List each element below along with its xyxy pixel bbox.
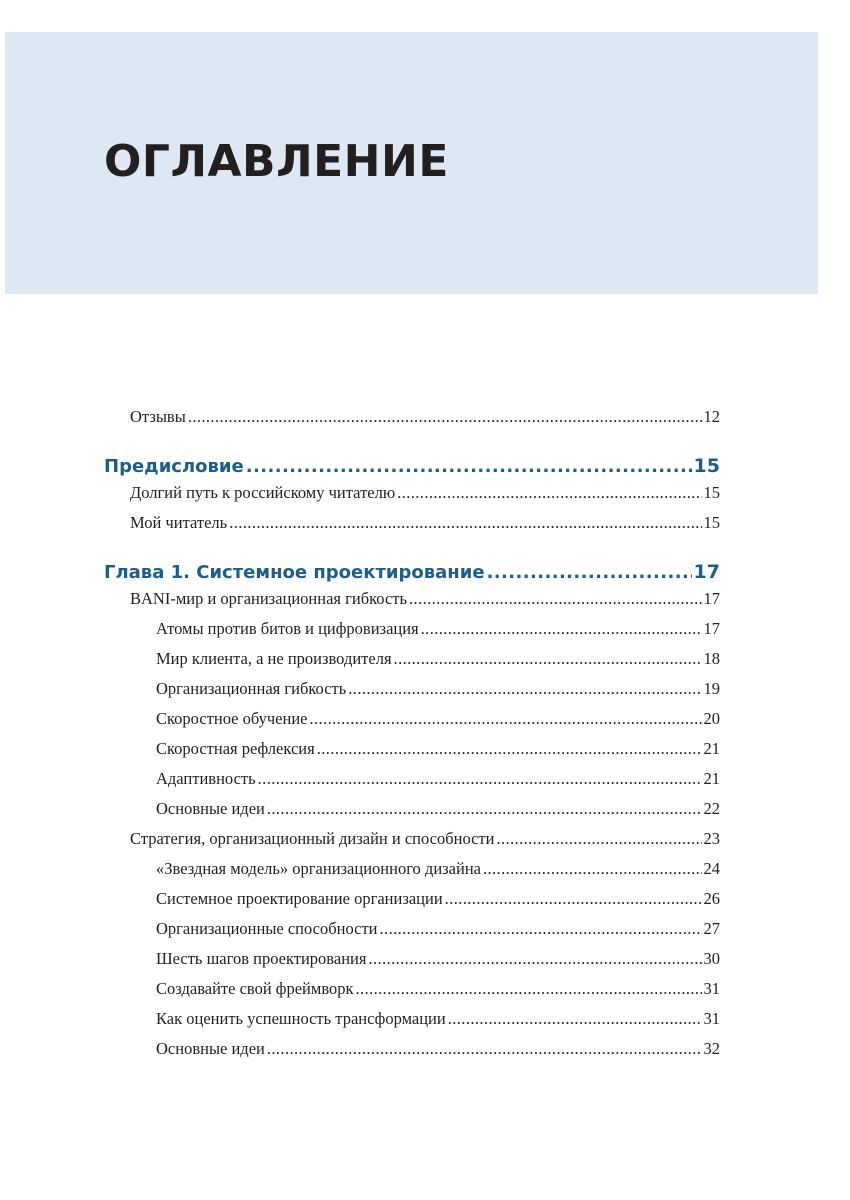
toc-entry-title: Стратегия, организационный дизайн и способности [130,829,495,848]
toc-entry-page-number: 31 [703,979,720,998]
toc-chapter-entry[interactable] [104,555,720,589]
toc-entry[interactable] [104,1039,720,1069]
toc-entry-title: Долгий путь к российскому читателю [130,483,396,502]
toc-entry-page-number: 27 [703,919,720,938]
toc-entry-page-number: 17 [703,619,720,638]
toc-entry-title: Мир клиента, а не производителя [156,649,392,668]
table-of-contents [104,407,720,1069]
toc-entry[interactable] [104,739,720,769]
toc-entry-title: Основные идеи [156,799,265,818]
toc-entry-title: Организационные способности [156,919,378,938]
toc-entry[interactable] [104,679,720,709]
toc-entry-title: Мой читатель [130,513,228,532]
toc-entry-title: Шесть шагов проектирования [156,949,367,968]
toc-chapter-entry[interactable] [104,449,720,483]
dot-leader [258,769,702,789]
dot-leader [421,619,702,639]
toc-entry-page-number: 12 [703,407,720,426]
toc-entry-page-number: 21 [703,769,720,788]
toc-entry[interactable] [104,483,720,513]
dot-leader [448,1009,702,1029]
toc-entry[interactable] [104,649,720,679]
toc-entry-title: Основные идеи [156,1039,265,1058]
toc-entry-page-number: 15 [703,513,720,532]
toc-entry[interactable] [104,769,720,799]
dot-leader [229,513,701,533]
toc-entry-title: Скоростное обучение [156,709,308,728]
toc-entry-title: Как оценить успешность трансформации [156,1009,446,1028]
dot-leader [409,589,701,609]
toc-entry-title: BANI-мир и организационная гибкость [130,589,408,608]
toc-entry-page-number: 15 [693,455,720,477]
dot-leader [267,1039,702,1059]
toc-entry-title: Организационная гибкость [156,679,347,698]
toc-entry-page-number: 22 [703,799,720,818]
toc-entry-page-number: 21 [703,739,720,758]
toc-entry[interactable] [104,979,720,1009]
toc-entry[interactable] [104,949,720,979]
dot-leader [246,456,692,477]
toc-entry[interactable] [104,889,720,919]
toc-entry[interactable] [104,1009,720,1039]
toc-entry-page-number: 15 [703,483,720,502]
dot-leader [445,889,702,909]
toc-entry-title: Системное проектирование организации [156,889,443,908]
toc-entry[interactable] [104,619,720,649]
page-title: ОГЛАВЛЕНИЕ [104,136,449,187]
dot-leader [487,562,692,583]
toc-entry[interactable] [104,513,720,543]
toc-entry-title: Создавайте свой фреймворк [156,979,354,998]
toc-entry-page-number: 26 [703,889,720,908]
toc-entry[interactable] [104,709,720,739]
toc-entry-page-number: 17 [703,589,720,608]
toc-entry-title: Атомы против битов и цифровизация [156,619,419,638]
toc-entry-page-number: 31 [703,1009,720,1028]
toc-entry[interactable] [104,919,720,949]
toc-entry-title: Скоростная рефлексия [156,739,315,758]
dot-leader [394,649,702,669]
dot-leader [267,799,702,819]
dot-leader [483,859,702,879]
toc-entry-page-number: 18 [703,649,720,668]
toc-entry-page-number: 20 [703,709,720,728]
dot-leader [496,829,701,849]
dot-leader [317,739,702,759]
toc-entry[interactable] [104,799,720,829]
toc-entry-title: Отзывы [130,407,186,426]
toc-entry-page-number: 32 [703,1039,720,1058]
dot-leader [309,709,701,729]
toc-entry-title: Глава 1. Системное проектирование [104,561,485,583]
dot-leader [380,919,702,939]
toc-entry-page-number: 17 [693,561,720,583]
toc-entry-title: Адаптивность [156,769,256,788]
toc-entry[interactable] [104,407,720,437]
dot-leader [397,483,701,503]
toc-entry-page-number: 30 [703,949,720,968]
dot-leader [348,679,701,699]
dot-leader [188,407,702,427]
toc-entry[interactable] [104,829,720,859]
toc-entry[interactable] [104,589,720,619]
toc-entry-page-number: 24 [703,859,720,878]
dot-leader [368,949,701,969]
toc-entry-title: «Звездная модель» организационного дизайна [156,859,481,878]
toc-entry-title: Предисловие [104,455,244,477]
toc-entry-page-number: 23 [703,829,720,848]
toc-entry-page-number: 19 [703,679,720,698]
dot-leader [356,979,702,999]
toc-entry[interactable] [104,859,720,889]
